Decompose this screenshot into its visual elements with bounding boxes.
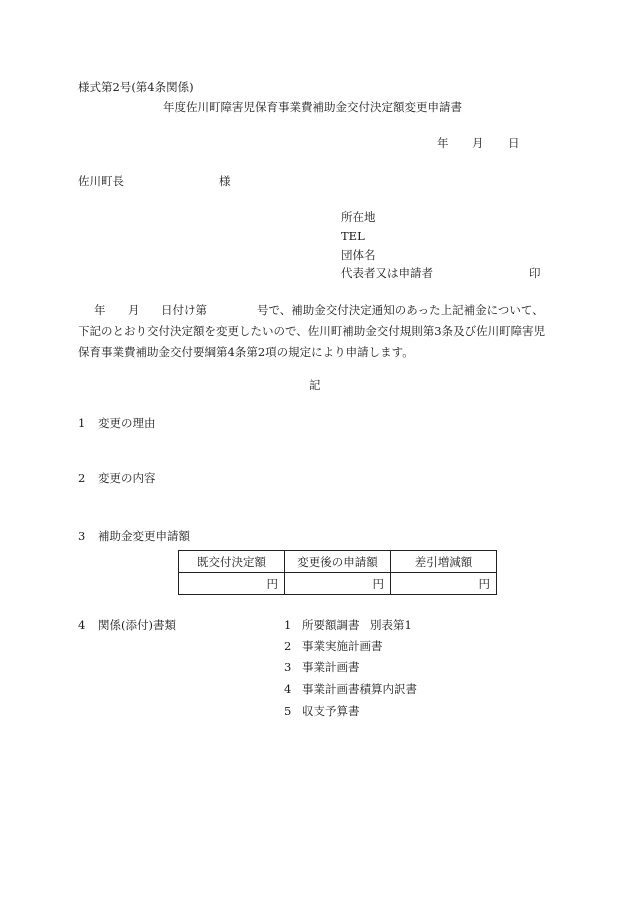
table-row: [179, 573, 497, 595]
table-header-row: [179, 551, 497, 573]
body-line1-rest: 号で、補助金交付決定通知のあった上記補金について、: [257, 303, 544, 317]
seal-mark: 印: [529, 266, 541, 280]
cell-revised-amount: 円: [285, 573, 391, 595]
body-line3: 保育事業費補助金交付要綱第4条第2項の規定により申請します。: [78, 345, 414, 359]
section-3-label: 補助金変更申請額: [98, 529, 190, 543]
attachment-5-label: 収支予算書: [302, 704, 360, 718]
section-1-label: 変更の理由: [98, 416, 156, 430]
cell-difference: 円: [391, 573, 497, 595]
amounts-table: [178, 550, 497, 595]
attachment-2-label: 事業実施計画書: [302, 639, 383, 653]
attachment-4-num: 4: [284, 682, 292, 696]
body-line2: 下記のとおり交付決定額を変更したいので、佐川町補助金交付規則第3条及び佐川町障害児: [78, 324, 546, 338]
body-month: 月: [128, 303, 140, 317]
body-year: 年: [94, 303, 106, 317]
cell-existing-amount: 円: [179, 573, 285, 595]
date-year: 年: [437, 136, 449, 150]
applicant-address-label: 所在地: [341, 210, 376, 224]
section-4-num: 4: [78, 618, 86, 632]
date-day: 日: [508, 136, 520, 150]
attachment-1-label: 所要額調書: [302, 618, 360, 632]
header-difference: 差引増減額: [391, 551, 497, 573]
section-3-num: 3: [78, 529, 86, 543]
applicant-tel-label: TEL: [341, 229, 365, 243]
attachment-1-note: 別表第1: [370, 618, 412, 632]
header-existing-amount: 既交付決定額: [179, 551, 285, 573]
section-2-num: 2: [78, 471, 86, 485]
attachment-1-num: 1: [284, 618, 292, 632]
attachment-3-num: 3: [284, 660, 292, 674]
attachment-3-label: 事業計画書: [302, 660, 360, 674]
applicant-rep-label: 代表者又は申請者: [341, 266, 433, 280]
attachment-2-num: 2: [284, 639, 292, 653]
addressee-honorific: 様: [219, 174, 231, 188]
section-4-label: 関係(添付)書類: [98, 618, 176, 632]
document-title: 年度佐川町障害児保育事業費補助金交付決定額変更申請書: [163, 100, 462, 114]
section-2-label: 変更の内容: [98, 471, 156, 485]
header-revised-amount: 変更後の申請額: [285, 551, 391, 573]
ki-heading: 記: [309, 378, 321, 392]
applicant-org-label: 団体名: [341, 248, 376, 262]
form-number: 様式第2号(第4条関係): [78, 80, 194, 94]
addressee-name: 佐川町長: [78, 174, 124, 188]
attachment-4-label: 事業計画書積算内訳書: [302, 682, 417, 696]
section-1-num: 1: [78, 416, 86, 430]
attachment-5-num: 5: [284, 704, 292, 718]
body-day-ref: 日付け第: [161, 303, 207, 317]
date-month: 月: [472, 136, 484, 150]
